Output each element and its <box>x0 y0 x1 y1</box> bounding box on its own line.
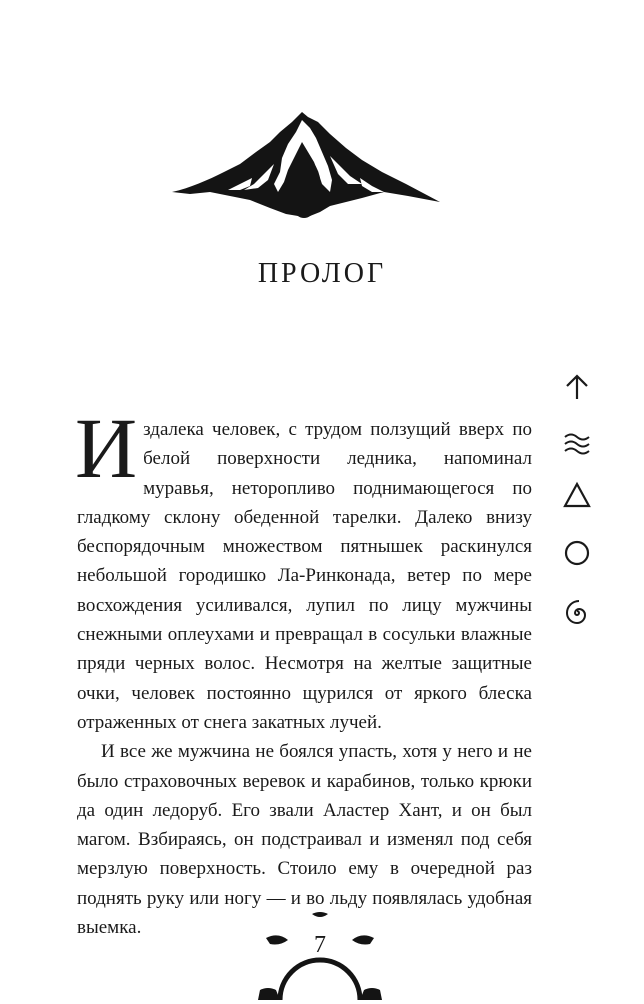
triangle-icon <box>562 480 592 510</box>
paragraph-2: И все же мужчина не боялся упасть, хотя у него и не было страховочных веревок и карабинов, только крюки да один ледоруб. Его звали Аластер Хант, и он был магом. Взбираясь, он подстраивал и изменял под себя мерзлую поверхность. Стоило ему в очередной раз поднять руку или ногу — и во льду появлялась удобная выемка. <box>77 741 532 939</box>
mountain-illustration <box>170 108 442 228</box>
chapter-title: ПРОЛОГ <box>257 258 387 289</box>
paragraph-1-text: здалека человек, с трудом ползущий вверх по белой поверхности ледника, напоминал муравья, неторопливо поднимающегося по гладкому склону обеденной тарелки. Далеко внизу беспорядочным множеством пятнышек раскинулся небольшой городишко Ла-Ринконада, ветер по мере восхождения усиливался, лупил по лицу мужчины снежными оплеухами и превращал в сосульки влажные пряди черных волос. Несмотря на желтые защитные очки, человек постоянно щурился от яркого блеска отраженных от снега закатных лучей. <box>77 419 532 733</box>
arrow-up-icon <box>562 372 592 402</box>
page-number: 7 <box>314 932 326 958</box>
waves-icon <box>562 428 592 458</box>
side-symbols <box>548 360 606 640</box>
paragraph-1 <box>75 400 532 737</box>
circle-icon <box>562 538 592 568</box>
drop-cap: И <box>75 400 138 496</box>
page-number-ornament <box>256 910 384 1000</box>
body-text <box>75 400 532 942</box>
spiral-icon <box>562 598 592 628</box>
